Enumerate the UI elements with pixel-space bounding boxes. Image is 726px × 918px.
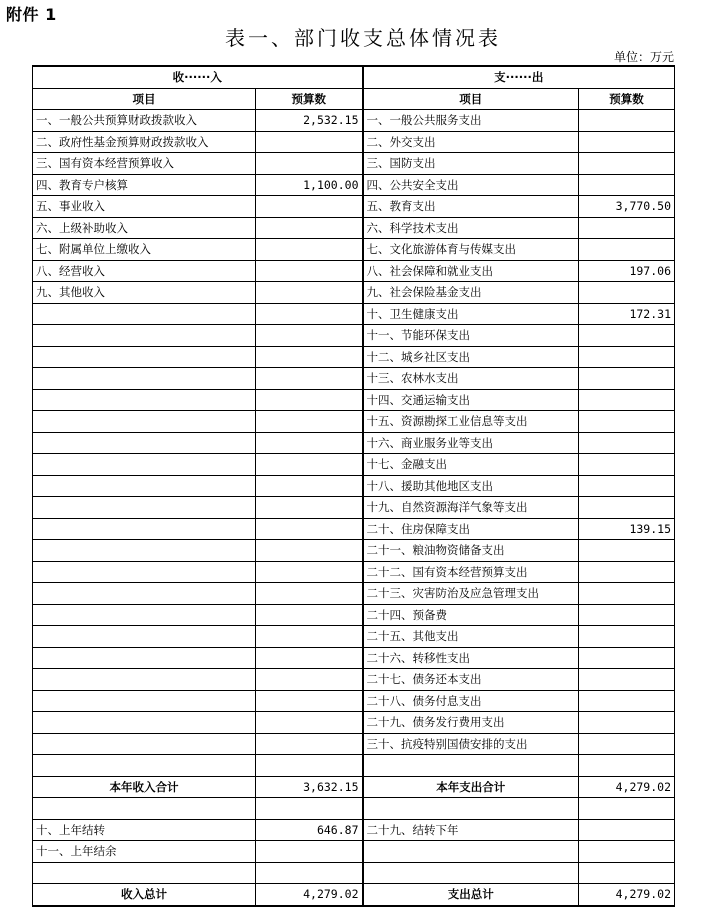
income-item-cell: 三、国有资本经营预算收入 (33, 153, 256, 175)
expense-item-cell: 二十八、债务付息支出 (363, 690, 579, 712)
income-amount-cell (256, 583, 363, 605)
expense-amount-cell (579, 432, 675, 454)
income-amount-cell (256, 712, 363, 734)
income-item-cell (33, 389, 256, 411)
income-item-cell (33, 346, 256, 368)
income-amount-cell (256, 862, 363, 884)
income-amount-cell: 1,100.00 (256, 174, 363, 196)
expense-amount-cell (579, 604, 675, 626)
income-item-cell (33, 561, 256, 583)
expense-section-header: 支······出 (363, 66, 675, 88)
income-amount-cell (256, 411, 363, 433)
table-row (33, 325, 675, 347)
income-item-cell (33, 368, 256, 390)
table-row (33, 217, 675, 239)
income-item-cell: 本年收入合计 (33, 776, 256, 798)
table-row (33, 389, 675, 411)
expense-amount-cell (579, 798, 675, 820)
table-row (33, 690, 675, 712)
expense-amount-cell (579, 174, 675, 196)
total-row (33, 884, 675, 906)
expense-amount-cell (579, 626, 675, 648)
attachment-label: 附件 1 (6, 5, 57, 24)
table-row (33, 196, 675, 218)
table-row (33, 497, 675, 519)
expense-item-cell: 三十、抗疫特别国债安排的支出 (363, 733, 579, 755)
income-item-cell (33, 518, 256, 540)
income-item-cell (33, 325, 256, 347)
income-amount-cell (256, 690, 363, 712)
expense-item-cell: 五、教育支出 (363, 196, 579, 218)
income-item-cell (33, 454, 256, 476)
income-item-cell (33, 647, 256, 669)
expense-amount-cell (579, 325, 675, 347)
income-amount-cell (256, 260, 363, 282)
expense-item-cell: 一、一般公共服务支出 (363, 110, 579, 132)
table-row (33, 153, 675, 175)
expense-amount-cell (579, 131, 675, 153)
income-item-cell (33, 733, 256, 755)
income-item-cell: 十、上年结转 (33, 819, 256, 841)
income-item-cell (33, 411, 256, 433)
income-amount-cell (256, 518, 363, 540)
income-amount-cell (256, 626, 363, 648)
expense-amount-cell: 172.31 (579, 303, 675, 325)
table-row (33, 303, 675, 325)
expense-item-cell: 十六、商业服务业等支出 (363, 432, 579, 454)
expense-amount-cell: 139.15 (579, 518, 675, 540)
expense-amount-cell (579, 841, 675, 863)
income-amount-cell: 3,632.15 (256, 776, 363, 798)
expense-item-cell (363, 862, 579, 884)
income-item-cell (33, 303, 256, 325)
expense-amount-cell (579, 475, 675, 497)
table-row (33, 260, 675, 282)
expense-item-cell: 七、文化旅游体育与传媒支出 (363, 239, 579, 261)
expense-item-cell: 二十三、灾害防治及应急管理支出 (363, 583, 579, 605)
income-budget-header: 预算数 (256, 88, 363, 110)
expense-amount-cell (579, 862, 675, 884)
income-amount-cell (256, 368, 363, 390)
income-amount-cell (256, 798, 363, 820)
expense-item-cell: 二十九、债务发行费用支出 (363, 712, 579, 734)
income-amount-cell (256, 475, 363, 497)
expense-amount-cell (579, 647, 675, 669)
table-row (33, 411, 675, 433)
expense-item-cell: 九、社会保险基金支出 (363, 282, 579, 304)
income-amount-cell (256, 604, 363, 626)
expense-item-cell: 二十二、国有资本经营预算支出 (363, 561, 579, 583)
income-amount-cell (256, 389, 363, 411)
expense-amount-cell: 3,770.50 (579, 196, 675, 218)
income-item-cell: 九、其他收入 (33, 282, 256, 304)
income-item-cell: 收入总计 (33, 884, 256, 906)
table-row (33, 540, 675, 562)
expense-amount-cell (579, 368, 675, 390)
income-item-cell: 五、事业收入 (33, 196, 256, 218)
income-amount-cell (256, 282, 363, 304)
table-row (33, 733, 675, 755)
column-header-row (33, 88, 675, 110)
income-amount-cell: 2,532.15 (256, 110, 363, 132)
table-row (33, 475, 675, 497)
table-row (33, 561, 675, 583)
income-item-cell (33, 432, 256, 454)
income-amount-cell: 646.87 (256, 819, 363, 841)
income-amount-cell (256, 733, 363, 755)
expense-item-cell: 二十、住房保障支出 (363, 518, 579, 540)
budget-table (32, 65, 675, 907)
expense-amount-cell (579, 669, 675, 691)
expense-item-cell: 十三、农林水支出 (363, 368, 579, 390)
expense-item-cell: 十七、金融支出 (363, 454, 579, 476)
expense-amount-cell (579, 153, 675, 175)
income-item-cell: 六、上级补助收入 (33, 217, 256, 239)
income-amount-cell (256, 303, 363, 325)
expense-item-cell: 本年支出合计 (363, 776, 579, 798)
expense-amount-cell (579, 819, 675, 841)
income-amount-cell (256, 239, 363, 261)
expense-amount-cell (579, 540, 675, 562)
income-amount-cell (256, 669, 363, 691)
income-section-header: 收······入 (33, 66, 363, 88)
income-amount-cell (256, 153, 363, 175)
table-row (33, 346, 675, 368)
table-row (33, 841, 675, 863)
expense-amount-cell (579, 346, 675, 368)
expense-item-cell (363, 798, 579, 820)
expense-item-cell: 二十四、预备费 (363, 604, 579, 626)
table-row (33, 669, 675, 691)
table-row (33, 110, 675, 132)
expense-item-cell: 二十七、债务还本支出 (363, 669, 579, 691)
income-amount-cell (256, 454, 363, 476)
income-item-cell (33, 862, 256, 884)
table-row (33, 282, 675, 304)
income-amount-cell (256, 647, 363, 669)
expense-amount-cell (579, 411, 675, 433)
income-amount-cell (256, 131, 363, 153)
table-row (33, 174, 675, 196)
expense-amount-cell (579, 110, 675, 132)
expense-item-cell: 二十六、转移性支出 (363, 647, 579, 669)
income-item-cell (33, 690, 256, 712)
income-item-cell (33, 604, 256, 626)
expense-amount-cell (579, 561, 675, 583)
expense-amount-cell (579, 389, 675, 411)
table-row (33, 583, 675, 605)
table-row (33, 626, 675, 648)
income-item-header: 项目 (33, 88, 256, 110)
total-row (33, 776, 675, 798)
expense-item-cell: 十五、资源勘探工业信息等支出 (363, 411, 579, 433)
income-item-cell: 四、教育专户核算 (33, 174, 256, 196)
expense-item-cell: 支出总计 (363, 884, 579, 906)
income-item-cell (33, 540, 256, 562)
expense-amount-cell (579, 454, 675, 476)
table-row (33, 604, 675, 626)
income-item-cell (33, 712, 256, 734)
income-amount-cell (256, 325, 363, 347)
expense-item-cell: 六、科学技术支出 (363, 217, 579, 239)
income-amount-cell (256, 561, 363, 583)
income-item-cell (33, 626, 256, 648)
expense-budget-header: 预算数 (579, 88, 675, 110)
income-amount-cell (256, 841, 363, 863)
expense-item-cell: 二、外交支出 (363, 131, 579, 153)
income-item-cell (33, 475, 256, 497)
expense-item-cell: 十四、交通运输支出 (363, 389, 579, 411)
expense-amount-cell (579, 690, 675, 712)
expense-item-cell: 三、国防支出 (363, 153, 579, 175)
expense-item-cell (363, 755, 579, 777)
expense-amount-cell (579, 217, 675, 239)
table-row (33, 131, 675, 153)
table-row (33, 712, 675, 734)
expense-item-cell: 八、社会保障和就业支出 (363, 260, 579, 282)
expense-item-cell: 十、卫生健康支出 (363, 303, 579, 325)
table-row (33, 454, 675, 476)
unit-label: 单位：万元 (613, 50, 674, 64)
page-title: 表一、部门收支总体情况表 (225, 26, 501, 50)
income-amount-cell (256, 196, 363, 218)
income-amount-cell (256, 540, 363, 562)
expense-item-cell: 二十九、结转下年 (363, 819, 579, 841)
expense-amount-cell: 197.06 (579, 260, 675, 282)
expense-item-cell: 二十一、粮油物资储备支出 (363, 540, 579, 562)
table-row (33, 862, 675, 884)
income-item-cell (33, 497, 256, 519)
income-item-cell (33, 583, 256, 605)
budget-table-body (33, 66, 675, 906)
income-item-cell (33, 798, 256, 820)
table-row (33, 239, 675, 261)
income-item-cell: 二、政府性基金预算财政拨款收入 (33, 131, 256, 153)
expense-item-cell: 十二、城乡社区支出 (363, 346, 579, 368)
expense-amount-cell (579, 733, 675, 755)
expense-amount-cell (579, 712, 675, 734)
expense-item-cell: 四、公共安全支出 (363, 174, 579, 196)
income-amount-cell (256, 346, 363, 368)
table-row (33, 518, 675, 540)
table-row (33, 755, 675, 777)
income-amount-cell (256, 432, 363, 454)
income-item-cell: 十一、上年结余 (33, 841, 256, 863)
table-row (33, 819, 675, 841)
income-item-cell (33, 755, 256, 777)
income-amount-cell (256, 497, 363, 519)
income-amount-cell (256, 217, 363, 239)
expense-amount-cell: 4,279.02 (579, 776, 675, 798)
income-amount-cell: 4,279.02 (256, 884, 363, 906)
expense-item-cell: 十八、援助其他地区支出 (363, 475, 579, 497)
table-row (33, 368, 675, 390)
table-row (33, 432, 675, 454)
expense-item-cell: 十九、自然资源海洋气象等支出 (363, 497, 579, 519)
income-item-cell: 七、附属单位上缴收入 (33, 239, 256, 261)
income-amount-cell (256, 755, 363, 777)
table-row (33, 647, 675, 669)
expense-amount-cell (579, 282, 675, 304)
expense-amount-cell (579, 583, 675, 605)
expense-item-cell: 十一、节能环保支出 (363, 325, 579, 347)
expense-amount-cell (579, 497, 675, 519)
section-header-row (33, 66, 675, 88)
expense-amount-cell (579, 755, 675, 777)
income-item-cell: 一、一般公共预算财政拨款收入 (33, 110, 256, 132)
expense-item-header: 项目 (363, 88, 579, 110)
income-item-cell (33, 669, 256, 691)
expense-amount-cell: 4,279.02 (579, 884, 675, 906)
expense-item-cell (363, 841, 579, 863)
expense-amount-cell (579, 239, 675, 261)
table-row (33, 798, 675, 820)
income-item-cell: 八、经营收入 (33, 260, 256, 282)
expense-item-cell: 二十五、其他支出 (363, 626, 579, 648)
